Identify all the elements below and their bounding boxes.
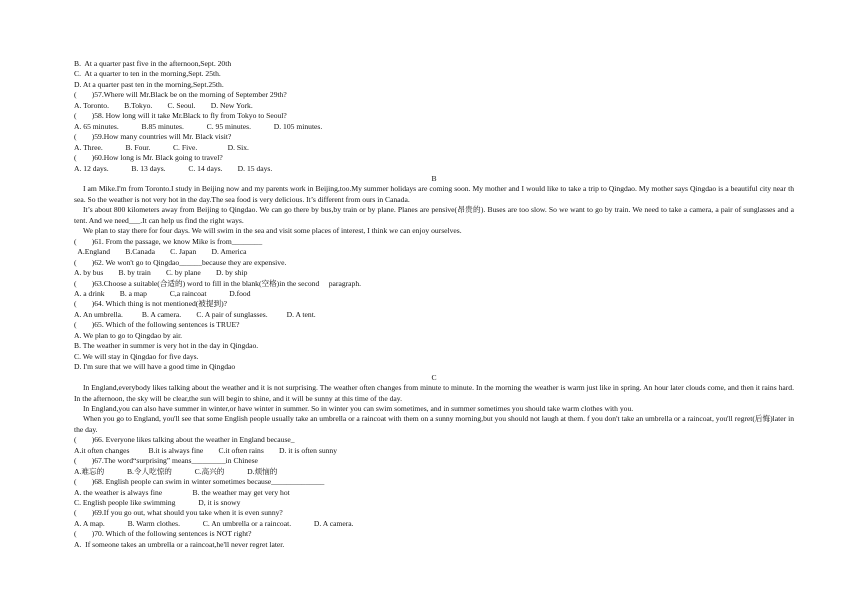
passage-b-paragraph-3: We plan to stay there for four days. We will swim in the sea and visit some places of interest, I think we can enjoy ourselves. — [83, 226, 462, 236]
q56-option-b: B. At a quarter past five in the afternoon,Sept. 20th — [74, 59, 232, 68]
q69-stem: ( )69.If you go out, what should you take when it is even sunny? — [74, 508, 283, 518]
q67-options: A.难忘的 B.令人吃惊的 C.高兴的 D.烦恼的 — [74, 466, 278, 476]
passage-c-paragraph-1: In England,everybody likes talking about the weather and it is not surprising. The weather often changes from minute to minute. In the morning the weather is warm just like in spring. An hour later clouds come, and then it rains hard. In the afternoon, the sky will be clear,the sun will begin to shine, and it will be sunny at this time of the day. — [74, 383, 794, 403]
q65-stem: ( )65. Which of the following sentences is TRUE? — [74, 320, 240, 330]
passage-c-paragraph-2: In England,you can also have summer in winter,or have winter in summer. So in winter you can swim sometimes, and in summer sometimes you should take warm clothes with you. — [83, 403, 634, 413]
q57-options: A. Toronto. B.Tokyo. C. Seoul. D. New York. — [74, 100, 253, 110]
q65-option-c: C. We will stay in Qingdao for five days. — [74, 351, 199, 361]
q69-options: A. A map. B. Warm clothes. C. An umbrella or a raincoat. D. A camera. — [74, 518, 354, 528]
q60-options: A. 12 days. B. 13 days. C. 14 days. D. 15 days. — [74, 163, 273, 173]
q60-stem: ( )60.How long is Mr. Black going to travel? — [74, 153, 223, 163]
q56-option-c: C. At a quarter to ten in the morning,Sept. 25th. — [74, 69, 221, 79]
passage-b-paragraph-2: It’s about 800 kilometers away from Beijing to Qingdao. We can go there by bus,by train or by plane. Planes are pensive(昂贵的). Buses are too slow. So we want to go by train. We need to take a camera, a pair of sunglasses and a tent. And we need___.It can help us find the right ways. — [74, 205, 794, 225]
q56-option-d: D. At a quarter past ten in the morning,Sept.25th. — [74, 79, 224, 89]
q68-stem: ( )68. English people can swim in winter sometimes because______________ — [74, 477, 325, 487]
passage-b-paragraph-1: I am Mike.I'm from Toronto.I study in Beijing now and my parents work in Beijing,too.My summer holidays are coming soon. My mother and I would like to take a trip to Qingdao. My mother says Qingdao is a beautiful city near th sea. So the weather is not very hot in the day.The sea food is very delicious. It’s different from ours in Canada. — [74, 184, 794, 204]
q59-stem: ( )59.How many countries will Mr. Black visit? — [74, 132, 232, 142]
q57-stem: ( )57.Where will Mr.Black be on the morning of September 29th? — [74, 90, 287, 100]
q61-stem: ( )61. From the passage, we know Mike is from________ — [74, 236, 263, 246]
q63-stem: ( )63.Choose a suitable(合适的) word to fill in the blank(空格)in the second paragraph. — [74, 278, 362, 288]
q64-stem: ( )64. Which thing is not mentioned(被提到)? — [74, 299, 227, 309]
q65-option-b: B. The weather in summer is very hot in the day in Qingdao. — [74, 341, 259, 351]
q62-stem: ( )62. We won't go to Qingdao______because they are expensive. — [74, 257, 287, 267]
q61-options: A.England B.Canada C. Japan D. America — [74, 247, 247, 257]
q70-option-a: A. If someone takes an umbrella or a raincoat,he'll never regret later. — [74, 539, 285, 549]
exam-page — [74, 59, 794, 550]
q66-stem: ( )66. Everyone likes talking about the weather in England because_ — [74, 435, 295, 445]
passage-b-heading: B — [431, 173, 437, 183]
q66-options: A.it often changes B.it is always fine C.it often rains D. it is often sunny — [74, 445, 338, 455]
q62-options: A. by bus B. by train C. by plane D. by ship — [74, 268, 248, 278]
q68-options-cd: C. English people like swimming D, it is snowy — [74, 498, 241, 508]
q70-stem: ( )70. Which of the following sentences is NOT right? — [74, 529, 252, 539]
q59-options: A. Three. B. Four. C. Five. D. Six. — [74, 142, 249, 152]
q67-stem: ( )67.The word“surprising” means_________in Chinese — [74, 456, 258, 466]
q58-stem: ( )58. How long will it take Mr.Black to fly from Tokyo to Seoul? — [74, 111, 287, 121]
q65-option-a: A. We plan to go to Qingdao by air. — [74, 330, 183, 340]
q63-options: A. a drink B. a map C,a raincoat D.food — [74, 288, 251, 298]
q68-options-ab: A. the weather is always fine B. the weather may get very hot — [74, 487, 290, 497]
passage-c-heading: C — [431, 372, 437, 382]
q65-option-d: D. I'm sure that we will have a good time in Qingdao — [74, 362, 236, 372]
passage-c-paragraph-3: When you go to England, you'll see that some English people usually take an umbrella or a raincoat with them on a sunny morning,but you should not laugh at them. f you don't take an umbrella or a raincoat, you'll regret(后悔)later in the day. — [74, 414, 794, 434]
q58-options: A. 65 minutes. B.85 minutes. C. 95 minutes. D. 105 minutes. — [74, 121, 323, 131]
q64-options: A. An umbrella. B. A camera. C. A pair of sunglasses. D. A tent. — [74, 309, 316, 319]
